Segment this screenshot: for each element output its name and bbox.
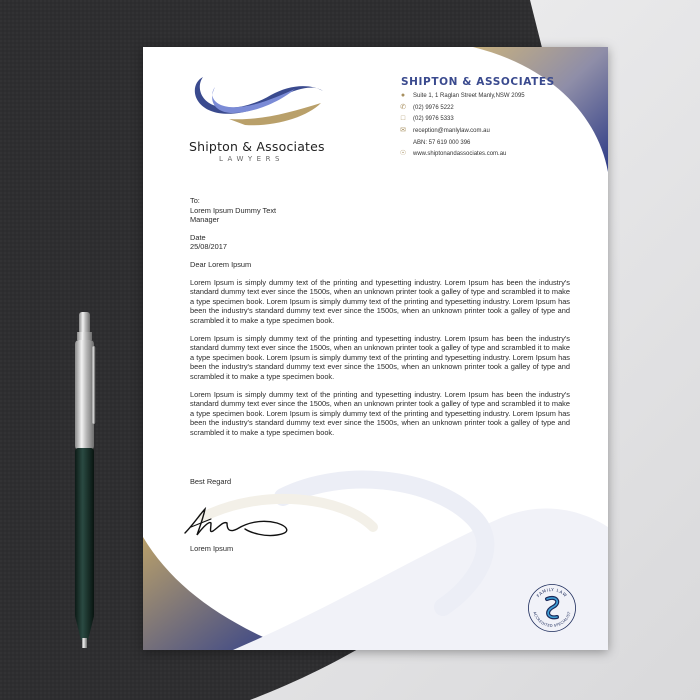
date-block: [190, 233, 570, 252]
company-logo: [189, 73, 329, 129]
date-label: Date: [190, 232, 206, 242]
salutation: Dear Lorem Ipsum: [190, 259, 252, 269]
to-label: To:: [190, 196, 200, 205]
contact-mobile: [399, 113, 525, 125]
letterhead-sheet: [143, 47, 608, 650]
mobile-icon: □: [400, 115, 406, 123]
pen: [66, 312, 106, 652]
svg-text:ACCREDITED SPECIALIST: [532, 611, 571, 628]
recipient-title: Manager: [190, 215, 220, 225]
body-paragraph: Lorem Ipsum is simply dummy text of the printing and typesetting industry. Lorem Ipsum has been the industry's standard dummy text ever since the 1500s, when an unknown printer took a galley of type and scrambled it to make a type specimen book. Lorem Ipsum is simply dummy text of the printing and typesetting industry. Lorem Ipsum has been the industry's standard dummy text ever since the 1500s, when an unknown printer took a galley of type and scrambled it to make a type specimen book.: [190, 389, 570, 437]
contact-website: [399, 148, 525, 160]
body-paragraph: Lorem Ipsum is simply dummy text of the printing and typesetting industry. Lorem Ipsum has been the industry's standard dummy text ever since the 1500s, when an unknown printer took a galley of type and scrambled it to make a type specimen book. Lorem Ipsum is simply dummy text of the printing and typesetting industry. Lorem Ipsum has been the industry's standard dummy text ever since the 1500s, when an unknown printer took a galley of type and scrambled it to make a type specimen book.: [190, 333, 570, 381]
brand-name: Shipton & Associates: [189, 139, 325, 154]
seal-top-text: FAMILY LAW: [535, 586, 569, 599]
accreditation-seal: [527, 583, 577, 633]
signer-name: Lorem Ipsum: [190, 544, 234, 553]
recipient-block: [190, 196, 570, 225]
contact-email: [399, 125, 525, 137]
brand-tagline: LAWYERS: [219, 155, 284, 163]
contact-abn: [399, 137, 525, 149]
date-value: 25/08/2017: [190, 242, 227, 252]
contact-mobile-text: (02) 9976 5333: [413, 116, 454, 123]
contact-address-text: Suite 1, 1 Raglan Street Manly,NSW 2095: [413, 92, 525, 99]
phone-icon: ✆: [400, 103, 406, 111]
body-paragraph: Lorem Ipsum is simply dummy text of the printing and typesetting industry. Lorem Ipsum has been the industry's standard dummy text ever since the 1500s, when an unknown printer took a galley of type and scrambled it to make a type specimen book. Lorem Ipsum is simply dummy text of the printing and typesetting industry. Lorem Ipsum has been the industry's standard dummy text ever since the 1500s, when an unknown printer took a galley of type and scrambled it to make a type specimen book.: [190, 277, 570, 325]
contact-phone-text: (02) 9976 5222: [413, 104, 454, 111]
contact-email-text: reception@manlylaw.com.au: [413, 127, 490, 134]
mail-icon: ✉: [400, 126, 406, 134]
letter-body: [190, 196, 570, 445]
contact-phone: [399, 102, 525, 114]
seal-bottom-text: ACCREDITED SPECIALIST: [532, 611, 572, 629]
contact-website-text: www.shiptonandassociates.com.au: [413, 151, 507, 158]
signature: [181, 505, 301, 541]
company-heading: SHIPTON & ASSOCIATES: [401, 76, 555, 88]
recipient-name: Lorem Ipsum Dummy Text: [190, 205, 277, 215]
contact-abn-text: ABN: 57 619 000 396: [413, 139, 471, 146]
globe-icon: ☉: [399, 150, 407, 158]
location-pin-icon: ●: [400, 91, 406, 99]
contact-address: [399, 90, 525, 102]
contact-block: [399, 90, 525, 160]
closing-line: Best Regard: [190, 477, 232, 486]
